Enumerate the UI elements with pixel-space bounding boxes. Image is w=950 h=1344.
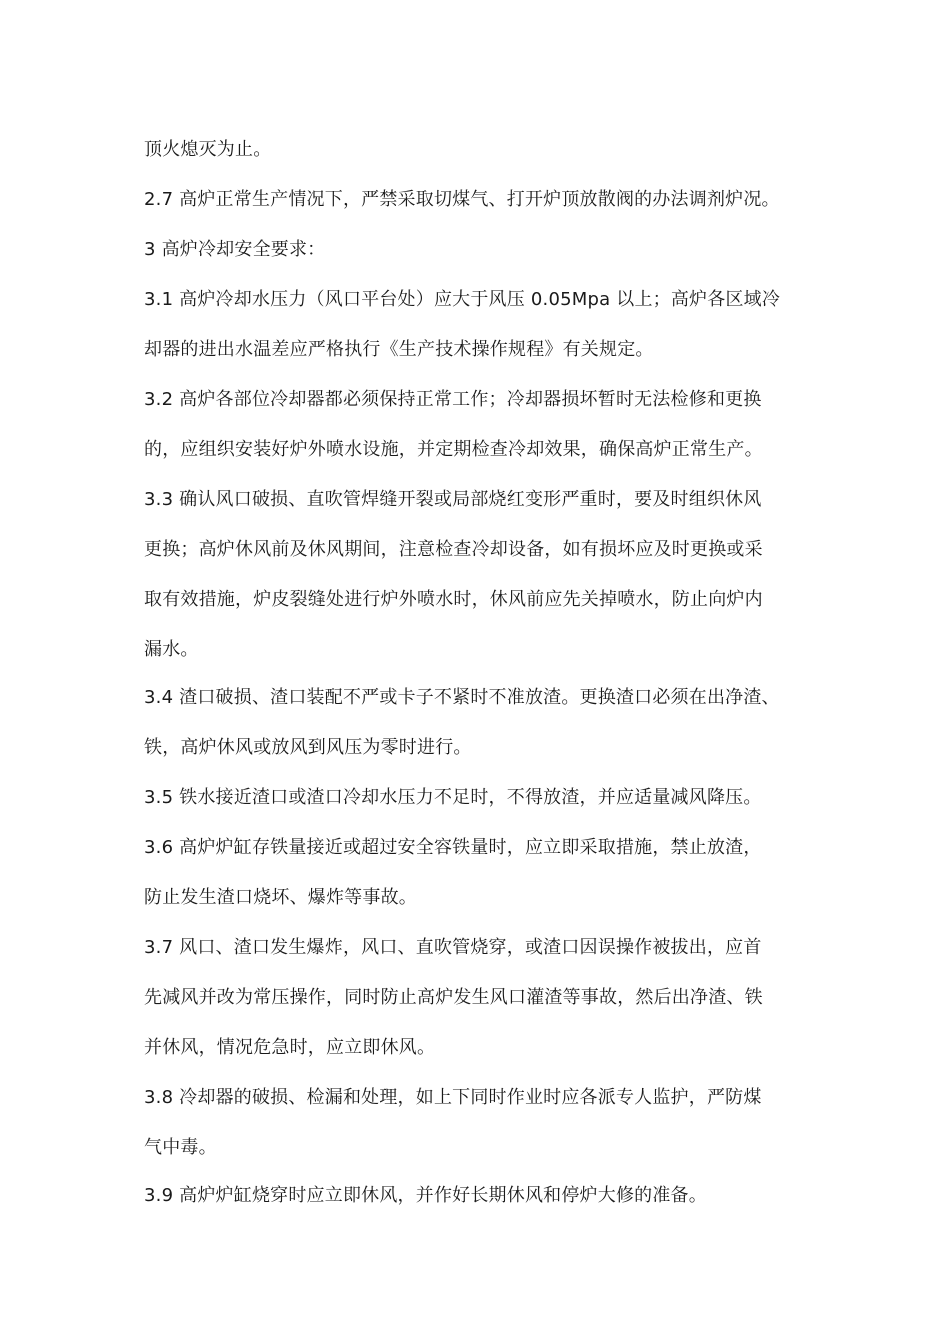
text-line: 却器的进出水温差应严格执行《生产技术操作规程》有关规定。	[144, 339, 654, 360]
text-line: 铁，高炉休风或放风到风压为零时进行。	[144, 737, 472, 758]
text-line: 先减风并改为常压操作，同时防止高炉发生风口灌渣等事故，然后出净渣、铁	[144, 987, 763, 1008]
text-line: 漏水。	[144, 639, 199, 660]
text-line: 防止发生渣口烧坏、爆炸等事故。	[144, 887, 417, 908]
section-heading: 3 高炉冷却安全要求：	[144, 239, 326, 260]
text-line: 2.7 高炉正常生产情况下，严禁采取切煤气、打开炉顶放散阀的办法调剂炉况。	[144, 189, 780, 210]
text-line: 并休风，情况危急时，应立即休风。	[144, 1037, 436, 1058]
text-line: 3.4 渣口破损、渣口装配不严或卡子不紧时不准放渣。更换渣口必须在出净渣、	[144, 687, 780, 708]
text-line: 3.7 风口、渣口发生爆炸，风口、直吹管烧穿，或渣口因误操作被拔出，应首	[144, 937, 762, 958]
text-line: 顶火熄灭为止。	[144, 139, 272, 160]
text-line: 3.8 冷却器的破损、检漏和处理，如上下同时作业时应各派专人监护，严防煤	[144, 1087, 762, 1108]
text-line: 3.6 高炉炉缸存铁量接近或超过安全容铁量时，应立即采取措施，禁止放渣，	[144, 837, 762, 858]
text-line: 取有效措施，炉皮裂缝处进行炉外喷水时，休风前应先关掉喷水，防止向炉内	[144, 589, 763, 610]
text-line: 气中毒。	[144, 1137, 217, 1158]
text-line: 3.3 确认风口破损、直吹管焊缝开裂或局部烧红变形严重时，要及时组织休风	[144, 489, 762, 510]
text-line: 3.5 铁水接近渣口或渣口冷却水压力不足时，不得放渣，并应适量减风降压。	[144, 787, 762, 808]
text-line: 3.9 高炉炉缸烧穿时应立即休风，并作好长期休风和停炉大修的准备。	[144, 1185, 707, 1206]
text-line: 3.1 高炉冷却水压力（风口平台处）应大于风压 0.05Mpa 以上；高炉各区域冷	[144, 289, 781, 310]
text-line: 的，应组织安装好炉外喷水设施，并定期检查冷却效果，确保高炉正常生产。	[144, 439, 763, 460]
text-line: 更换；高炉休风前及休风期间，注意检查冷却设备，如有损坏应及时更换或采	[144, 539, 763, 560]
text-line: 3.2 高炉各部位冷却器都必须保持正常工作；冷却器损坏暂时无法检修和更换	[144, 389, 762, 410]
